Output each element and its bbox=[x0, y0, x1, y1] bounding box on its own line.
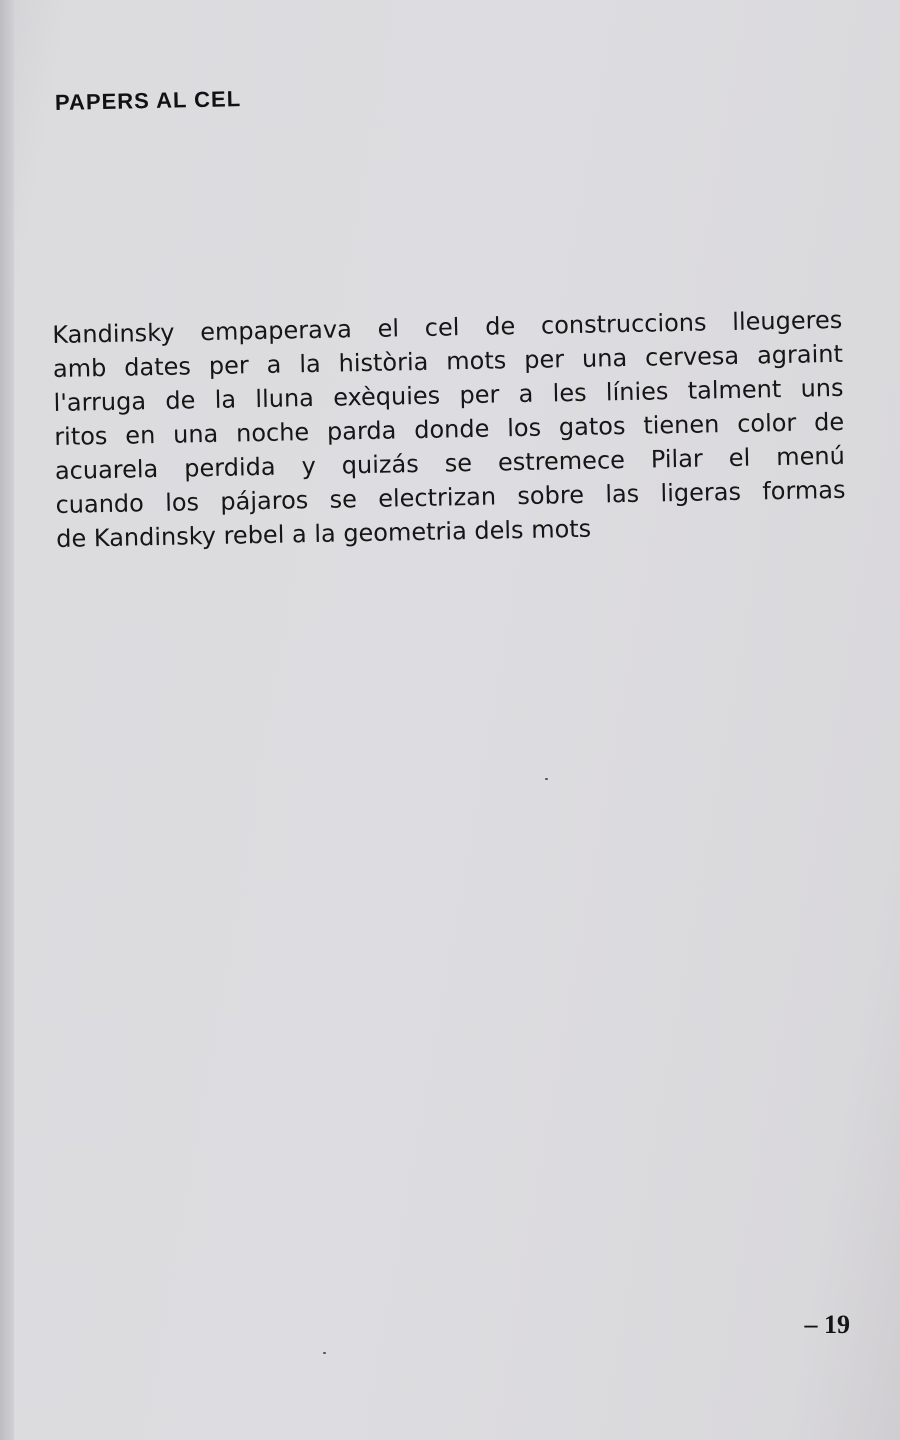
page-number: – 19 bbox=[804, 1310, 850, 1339]
paper-speck bbox=[545, 778, 548, 780]
poem-line: l'arruga de la lluna exèquies per a les línies talment uns bbox=[53, 373, 844, 417]
poem-line: Kandinsky empaperava el cel de construccions lleugeres bbox=[52, 305, 843, 349]
poem-line: amb dates per a la història mots per una cervesa agraint bbox=[52, 339, 844, 383]
page-edge bbox=[0, 0, 14, 1440]
poem-title: PAPERS AL CEL bbox=[54, 86, 242, 115]
paper-speck bbox=[323, 1352, 326, 1354]
poem-line: acuarela perdida y quizás se estremece Pilar el menú bbox=[54, 441, 846, 485]
poem-line: ritos en una noche parda donde los gatos tienen color de bbox=[54, 407, 845, 451]
poem-line: de Kandinsky rebel a la geometria dels mots bbox=[55, 514, 592, 553]
poem-body bbox=[52, 303, 846, 556]
poem-line: cuando los pájaros se electrizan sobre las ligeras formas bbox=[55, 475, 846, 519]
